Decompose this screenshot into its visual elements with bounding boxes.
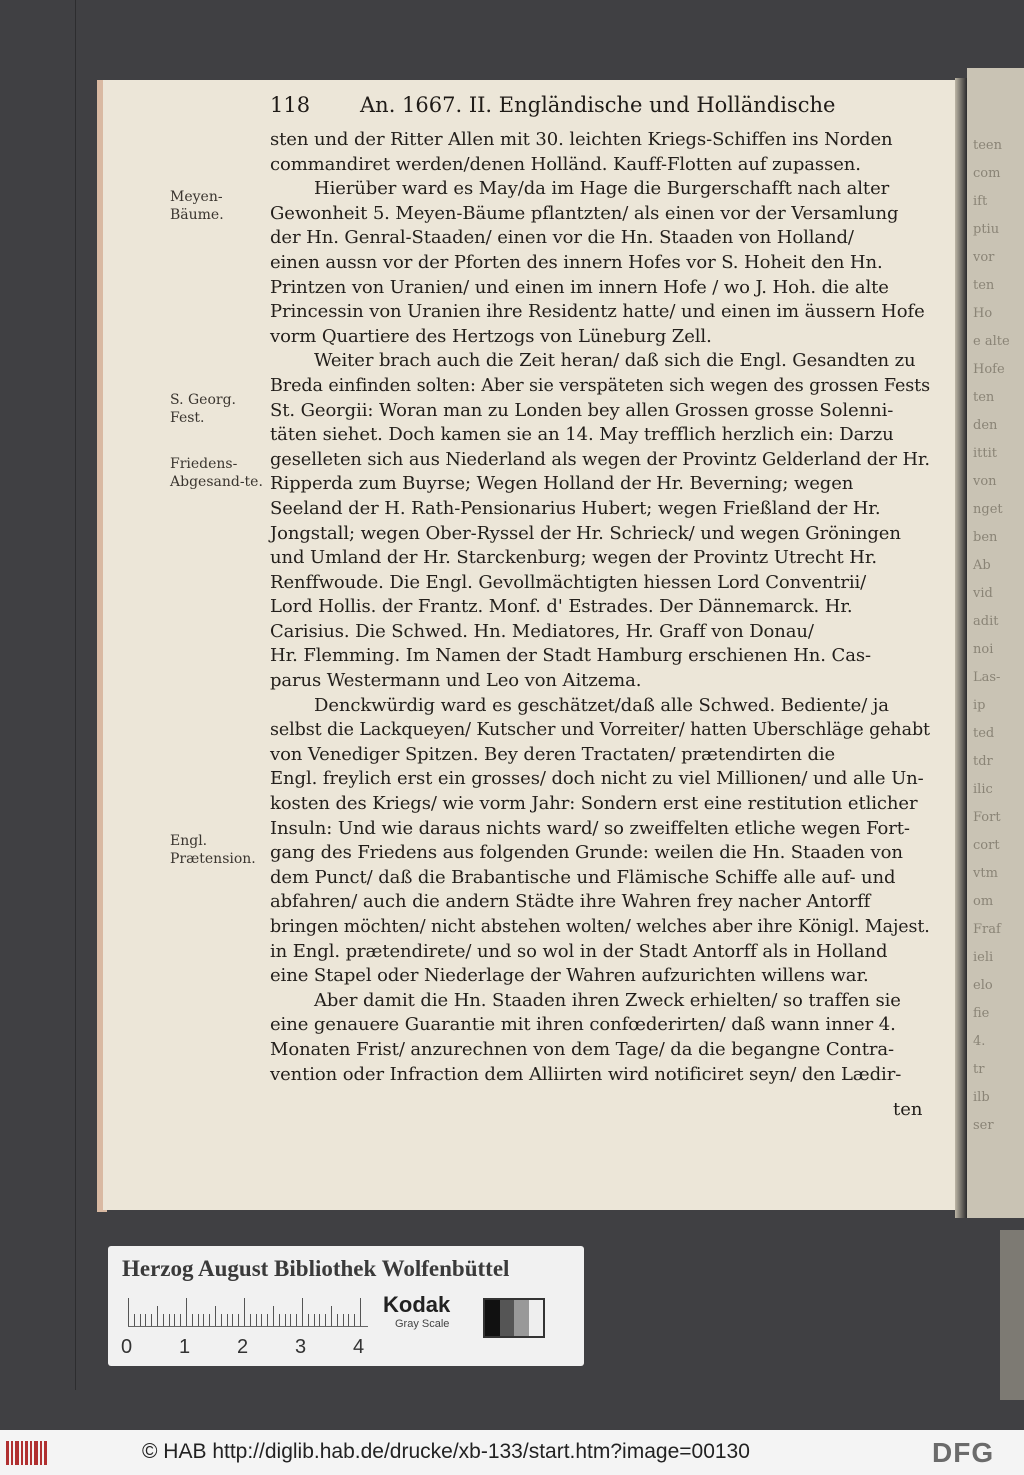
ruler-tick [186, 1298, 187, 1326]
text-line: Aber damit die Hn. Staaden ihren Zweck erhielten/ so traffen sie [314, 989, 901, 1011]
footer-bar [0, 1430, 1024, 1475]
text-line: Insuln: Und wie daraus nichts ward/ so zweiffelten etliche wegen Fort- [270, 817, 910, 839]
text-line: vention oder Infraction dem Alliirten wird notificiret seyn/ den Lædir- [270, 1063, 902, 1085]
adjacent-page-text: Hofe [973, 362, 1005, 377]
ruler-number: 3 [295, 1336, 307, 1358]
adjacent-page-text: vtm [973, 866, 998, 881]
ruler-tick [192, 1314, 193, 1326]
adjacent-page-text: om [973, 894, 994, 909]
adjacent-page-text: ittit [973, 446, 997, 461]
text-line: eine Stapel oder Niederlage der Wahren aufzurichten willens war. [270, 965, 869, 987]
text-line: commandiret werden/denen Holländ. Kauff-Flotten auf zupassen. [270, 153, 861, 175]
ruler-tick [348, 1314, 349, 1326]
body-text [270, 128, 930, 1087]
adjacent-page-text: adit [973, 614, 999, 629]
text-line: von Venediger Spitzen. Bey deren Tractaten/ prætendirten die [270, 743, 836, 765]
adjacent-page-text: teen [973, 138, 1002, 153]
dfg-logo: DFG [932, 1437, 995, 1468]
adjacent-page-text: ben [973, 530, 998, 545]
text-line: in Engl. prætendirete/ und so wol in der Stadt Antorff als in Holland [270, 940, 888, 962]
adjacent-page-text: vor [973, 250, 995, 265]
ruler-tick [314, 1314, 315, 1326]
adjacent-page-text: e alte [973, 334, 1010, 349]
adjacent-page-text: ip [973, 698, 986, 713]
ruler-tick [290, 1314, 291, 1326]
text-line: kosten des Kriegs/ wie vorm Jahr: Sondern erst eine restitution etlicher [270, 793, 918, 815]
ruler-tick [337, 1314, 338, 1326]
text-line: gang des Friedens aus folgenden Grunde: weilen die Hn. Staaden von [270, 842, 903, 864]
text-line: täten siehet. Doch kamen sie an 14. May trefflich herzlich ein: Darzu [270, 424, 894, 446]
text-line: geselleten sich aus Niederland als wegen der Provintz Gelderland der Hr. [270, 448, 930, 470]
ruler-tick [174, 1314, 175, 1326]
gutter-shadow [955, 78, 967, 1218]
text-line: Princessin von Uranien ihre Residentz hatte/ und einen im äussern Hofe [270, 301, 925, 323]
library-name: Herzog August Bibliothek Wolfenbüttel [122, 1256, 510, 1281]
text-line: der Hn. Genral-Staaden/ einen vor die Hn. Staaden von Holland/ [270, 227, 854, 249]
ruler-tick [227, 1314, 228, 1326]
text-line: vorm Quartiere des Hertzogs von Lüneburg Zell. [270, 325, 712, 347]
text-line: einen aussn vor der Pforten des innern Hofes vor S. Hoheit den Hn. [270, 251, 883, 273]
ruler-tick [232, 1314, 233, 1326]
ruler-tick [163, 1314, 164, 1326]
text-line: sten und der Ritter Allen mit 30. leichten Kriegs-Schiffen ins Norden [270, 129, 893, 150]
text-line: Hr. Flemming. Im Namen der Stadt Hamburg erschienen Hn. Cas- [270, 645, 871, 667]
text-line: Jongstall; wegen Ober-Ryssel der Hr. Schrieck/ und wegen Gröningen [270, 522, 901, 544]
text-line: dem Punct/ daß die Brabantische und Flämische Schiffe alle auf- und [270, 866, 896, 888]
text-line: Breda einfinden solten: Aber sie verspäteten sich wegen des grossen Fests [270, 374, 931, 396]
ruler-tick [221, 1314, 222, 1326]
text-line: Ripperda zum Buyrse; Wegen Holland der Hr. Beverning; wegen [270, 473, 854, 495]
barcode-icon [6, 1439, 48, 1467]
page-number: 118 [270, 93, 311, 117]
adjacent-page-text: cort [973, 838, 1000, 853]
text-line: Denckwürdig ward es geschätzet/daß alle Schwed. Bediente/ ja [314, 694, 889, 716]
ruler-tick [308, 1314, 309, 1326]
text-line: Engl. freylich erst ein grosses/ doch nicht zu viel Millionen/ und alle Un- [270, 768, 924, 790]
ruler-tick [261, 1314, 262, 1326]
ruler-tick [128, 1298, 129, 1326]
margin-note: S. Georg. Fest. [170, 392, 236, 426]
library-label-card [108, 1246, 584, 1366]
adjacent-page-text: vid [973, 586, 993, 601]
adjacent-page-text: Fort [973, 810, 1001, 825]
ruler-tick [169, 1314, 170, 1326]
ruler-tick [343, 1314, 344, 1326]
adjacent-page-text: ilic [973, 782, 993, 797]
book-edge [75, 0, 76, 1390]
ruler-tick [319, 1314, 320, 1326]
margin-note: Friedens-Abgesand-te. [170, 456, 263, 490]
adjacent-page [967, 68, 1024, 1218]
text-line: Carisius. Die Schwed. Hn. Mediatores, Hr. Graff von Donau/ [270, 620, 814, 642]
ruler-tick [198, 1314, 199, 1326]
adjacent-page-text: Fraf [973, 922, 1001, 937]
scale-ruler [128, 1296, 368, 1327]
ruler-tick [360, 1298, 361, 1326]
adjacent-page-text: von [973, 474, 997, 489]
ruler-tick [302, 1298, 303, 1326]
adjacent-page-text: com [973, 166, 1001, 181]
ruler-tick [267, 1314, 268, 1326]
ruler-tick [331, 1306, 332, 1326]
ruler-tick [250, 1314, 251, 1326]
margin-note: Meyen-Bäume. [170, 189, 224, 223]
ruler-tick [279, 1314, 280, 1326]
running-head: An. 1667. II. Engländische und Holländische [360, 93, 836, 117]
ruler-tick [296, 1314, 297, 1326]
ruler-number: 0 [121, 1336, 133, 1358]
text-line: und Umland der Hr. Starckenburg; wegen der Provintz Utrecht Hr. [270, 547, 878, 569]
adjacent-page-text: fie [973, 1006, 990, 1021]
adjacent-page-text: Ab [973, 558, 991, 573]
margin-note: Engl. Prætension. [170, 833, 256, 867]
kodak-subtitle: Gray Scale [395, 1318, 450, 1330]
adjacent-page-edge [1000, 1230, 1024, 1400]
kodak-logo: Kodak [383, 1292, 451, 1317]
ruler-tick [203, 1314, 204, 1326]
adjacent-page-text: noi [973, 642, 994, 657]
gray-scale-swatch [483, 1298, 545, 1338]
text-line: St. Georgii: Woran man zu Londen bey allen Grossen grosse Solenni- [270, 399, 894, 421]
adjacent-page-text: ilb [973, 1090, 990, 1105]
adjacent-page-text: nget [973, 502, 1003, 517]
ruler-tick [140, 1314, 141, 1326]
ruler-number: 2 [237, 1336, 249, 1358]
adjacent-page-text: ten [973, 278, 995, 293]
adjacent-page-text: 4. [973, 1034, 986, 1049]
catchword: ten [893, 1099, 923, 1120]
text-line: Renffwoude. Die Engl. Gevollmächtigten hiessen Lord Conventrii/ [270, 571, 867, 593]
ruler-tick [273, 1306, 274, 1326]
adjacent-page-text: ten [973, 390, 995, 405]
adjacent-page-text: elo [973, 978, 993, 993]
ruler-tick [285, 1314, 286, 1326]
ruler-tick [145, 1314, 146, 1326]
text-line: Weiter brach auch die Zeit heran/ daß sich die Engl. Gesandten zu [314, 350, 916, 372]
ruler-tick [238, 1314, 239, 1326]
text-line: selbst die Lackqueyen/ Kutscher und Vorreiter/ hatten Uberschläge gehabt [270, 719, 930, 741]
adjacent-page-text: tdr [973, 754, 993, 769]
ruler-tick [180, 1314, 181, 1326]
adjacent-page-text: Las- [973, 670, 1001, 685]
text-line: parus Westermann und Leo von Aitzema. [270, 670, 642, 692]
text-line: Printzen von Uranien/ und einen im innern Hofe / wo J. Hoh. die alte [270, 276, 889, 298]
ruler-tick [157, 1306, 158, 1326]
ruler-tick [325, 1314, 326, 1326]
text-line: Lord Hollis. der Frantz. Monf. d' Estrades. Der Dännemarck. Hr. [270, 596, 853, 618]
ruler-tick [134, 1314, 135, 1326]
ruler-tick [151, 1314, 152, 1326]
ruler-number: 1 [179, 1336, 191, 1358]
adjacent-page-text: ift [973, 194, 988, 209]
adjacent-page-text: ser [973, 1118, 994, 1133]
ruler-tick [209, 1314, 210, 1326]
adjacent-page-text: ptiu [973, 222, 1000, 237]
adjacent-page-text: ted [973, 726, 995, 741]
ruler-tick [256, 1314, 257, 1326]
footer-copyright-link[interactable]: © HAB http://diglib.hab.de/drucke/xb-133/start.htm?image=00130 [142, 1440, 750, 1463]
adjacent-page-text: den [973, 418, 998, 433]
adjacent-page-text: ieli [973, 950, 994, 965]
text-line: Monaten Frist/ anzurechnen von dem Tage/ da die begangne Contra- [270, 1038, 894, 1060]
text-line: abfahren/ auch die andern Städte ihre Wahren frey nacher Antorff [270, 891, 871, 913]
ruler-tick [354, 1314, 355, 1326]
text-line: eine genauere Guarantie mit ihren confœderirten/ daß wann inner 4. [270, 1014, 896, 1036]
text-line: Gewonheit 5. Meyen-Bäume pflantzten/ als einen vor der Versamlung [270, 202, 899, 224]
text-line: Seeland der H. Rath-Pensionarius Hubert; wegen Frießland der Hr. [270, 497, 881, 519]
ruler-tick [215, 1306, 216, 1326]
ruler-tick [244, 1298, 245, 1326]
adjacent-page-text: Ho [973, 306, 993, 321]
ruler-number: 4 [353, 1336, 365, 1358]
text-line: Hierüber ward es May/da im Hage die Burgerschafft nach alter [314, 178, 890, 200]
adjacent-page-text: tr [973, 1062, 985, 1077]
text-line: bringen möchten/ nicht abstehen wolten/ welches aber ihre Königl. Majest. [270, 916, 930, 937]
